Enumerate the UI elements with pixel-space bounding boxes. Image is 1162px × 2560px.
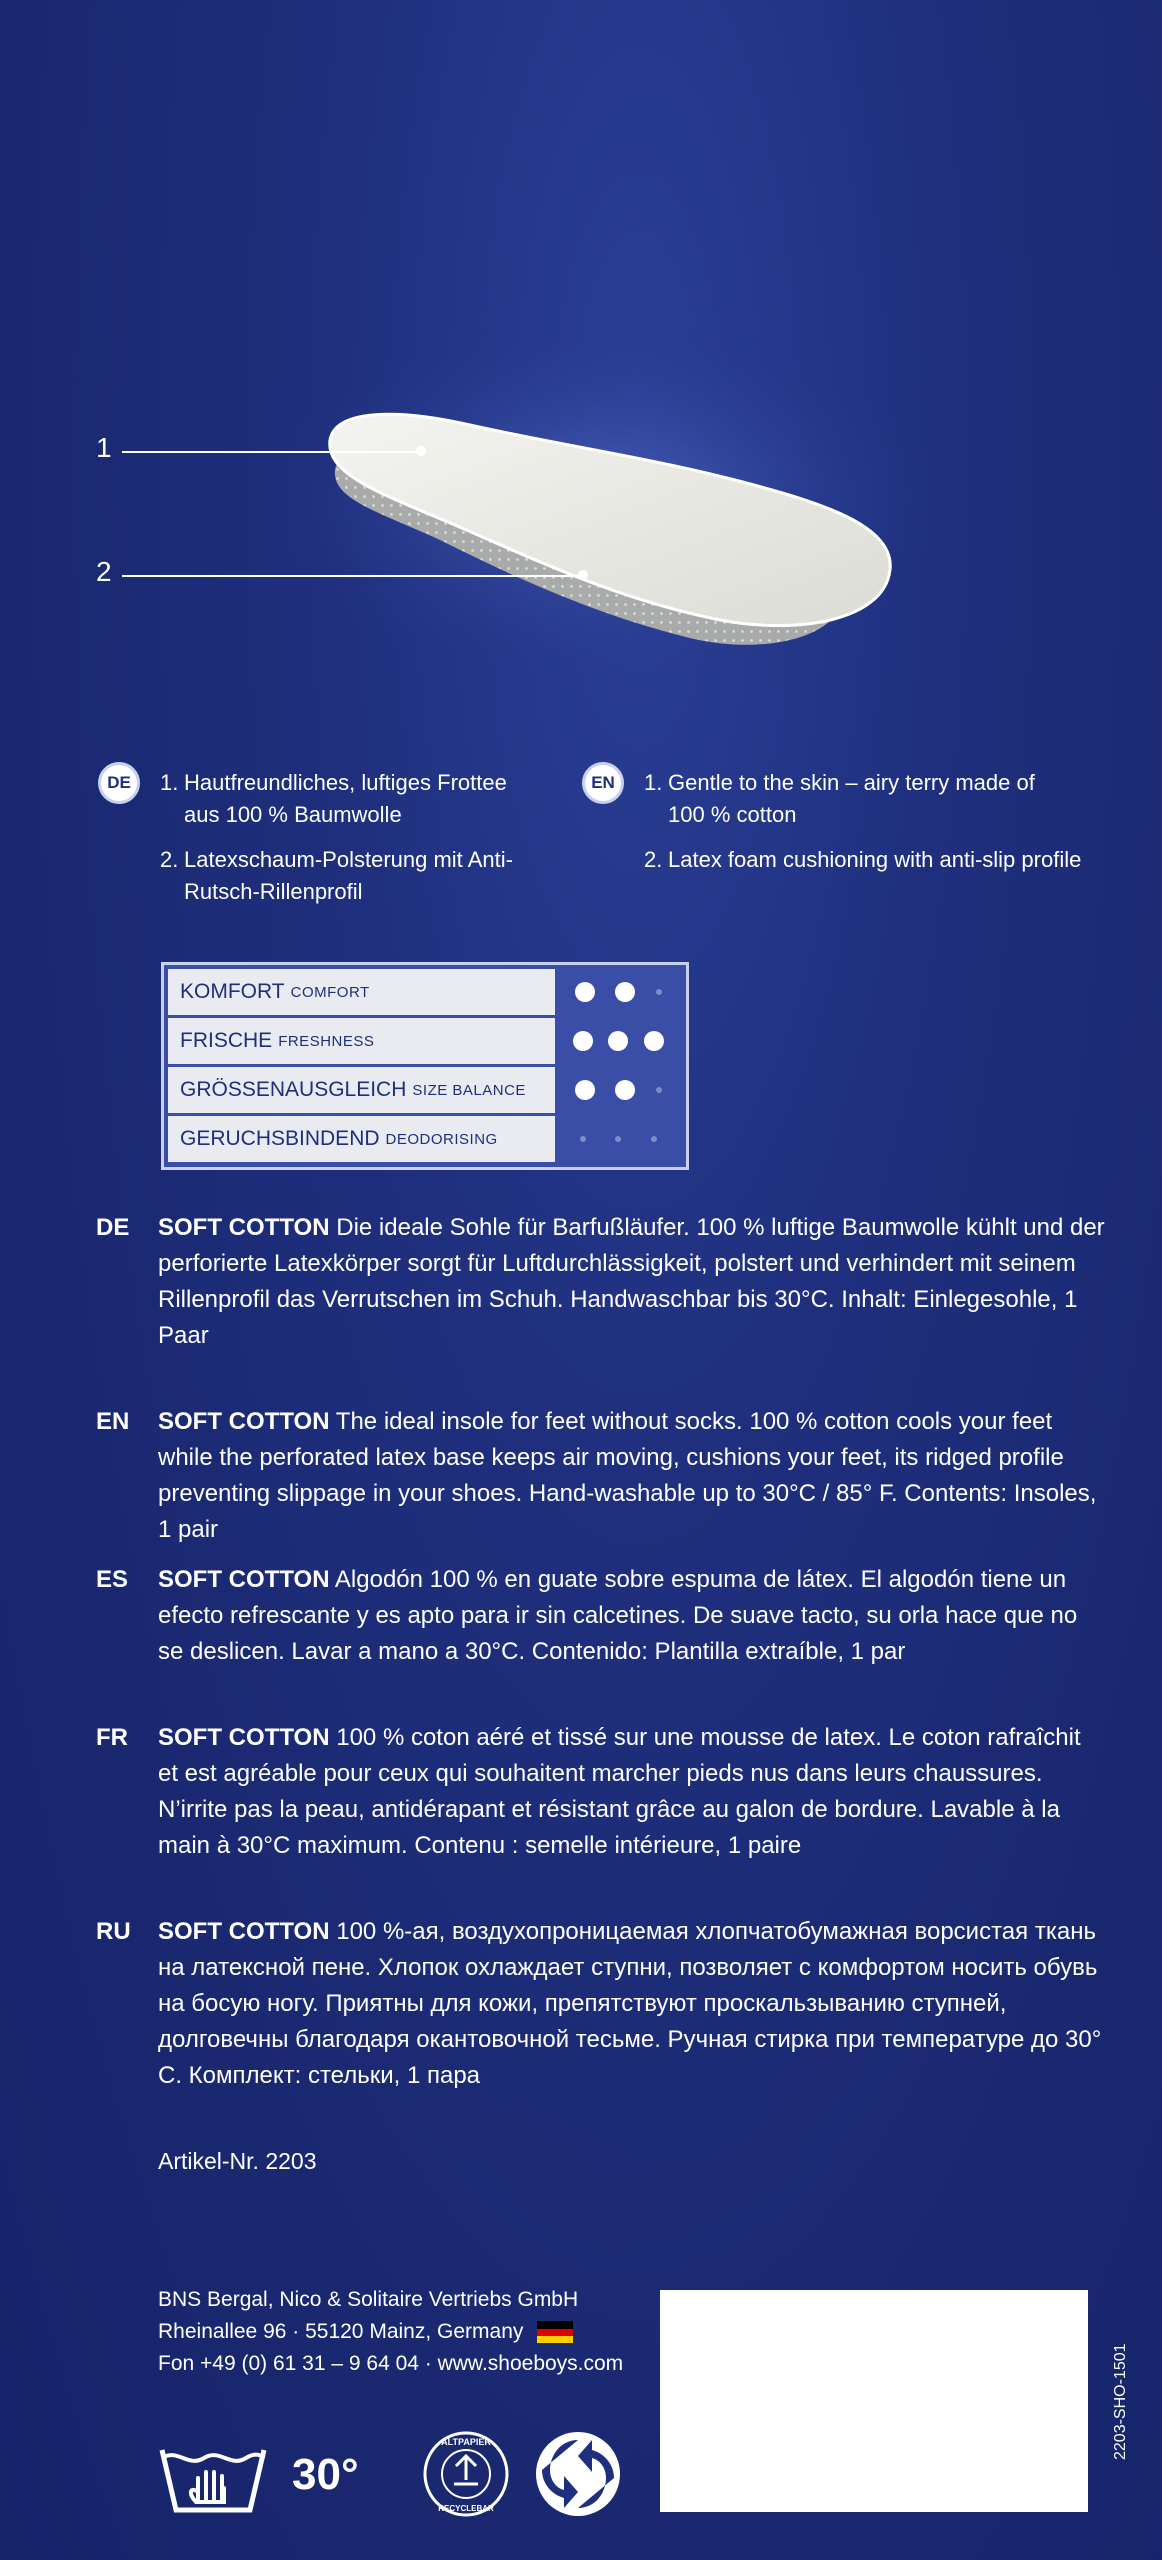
feature-list-en [644, 767, 1108, 889]
en-badge: EN [582, 762, 624, 804]
callout-1-number: 1 [96, 432, 112, 463]
company-address: Rheinallee 96 · 55120 Mainz, Germany [158, 2320, 524, 2343]
feature-item [160, 844, 544, 908]
green-dot-icon [534, 2430, 622, 2523]
rating-label [168, 1067, 555, 1113]
description-body [158, 1720, 1106, 1864]
description-body [158, 1562, 1106, 1670]
company-contact: Fon +49 (0) 61 31 – 9 64 04 · www.shoeboys.com [158, 2352, 624, 2375]
hand-wash-icon [158, 2440, 268, 2521]
rating-label [168, 1116, 555, 1162]
feature-list-de [160, 767, 544, 921]
recycle-label-bottom: RECYCLEBAR [438, 2504, 494, 2513]
callout-2-number: 2 [96, 556, 112, 587]
callout-2-line [122, 575, 582, 577]
german-flag-icon [537, 2321, 573, 2343]
insole-image [0, 330, 1162, 710]
feature-text: Hautfreundliches, luftiges Frottee aus 100 % Baumwolle [184, 770, 507, 827]
feature-item [160, 767, 544, 831]
product-name: SOFT COTTON [158, 1566, 330, 1593]
language-code: EN [96, 1408, 130, 1435]
rating-dot-filled [615, 982, 635, 1002]
rating-dots [555, 1018, 682, 1064]
description-es [96, 1562, 1106, 1670]
rating-dot-filled [608, 1031, 628, 1051]
rating-row [168, 1116, 682, 1162]
wash-temperature: 30° [292, 2450, 359, 2499]
article-number: Artikel-Nr. 2203 [158, 2148, 317, 2174]
rating-label-de: FRISCHE [180, 1029, 273, 1052]
language-code: FR [96, 1724, 128, 1751]
product-name: SOFT COTTON [158, 1214, 330, 1241]
description-en [96, 1404, 1106, 1548]
rating-dot-filled [644, 1031, 664, 1051]
product-name: SOFT COTTON [158, 1724, 330, 1751]
description-text: 100 %-ая, воздухопроницаемая хлопчатобумажная ворсистая ткань на латексной пене. Хлопок охлаждает ступни, позволяет с комфортом носить обувь на босую ногу. Приятны для кожи, препятствуют проскальзыванию ступней, долговечны благодаря окантовочной тесьме. Ручная стирка при температуре до 30° С. Комплект: стельки, 1 пара [158, 1918, 1102, 2089]
feature-item [644, 844, 1108, 876]
rating-label-de: GERUCHSBINDEND [180, 1127, 380, 1150]
feature-number: 2. [644, 847, 663, 872]
language-code: DE [96, 1214, 130, 1241]
description-text: Die ideale Sohle für Barfußläufer. 100 % luftige Baumwolle kühlt und der perforierte Latexkörper sorgt für Luftdurchlässigkeit, polstert und verhindert mit seinem Rillenprofil das Verrutschen im Schuh. Handwaschbar bis 30°C. Inhalt: Einlegesohle, 1 Paar [158, 1214, 1105, 1349]
rating-dot-filled [573, 1031, 593, 1051]
rating-row [168, 1018, 682, 1064]
callout-1-dot [416, 446, 426, 456]
feature-text: Latex foam cushioning with anti-slip profile [668, 847, 1082, 872]
callout-1-line [122, 451, 420, 453]
rating-label [168, 1018, 555, 1064]
de-badge: DE [98, 762, 140, 804]
rating-dot-filled [575, 1080, 595, 1100]
recycle-paper-icon [422, 2430, 510, 2523]
product-name: SOFT COTTON [158, 1918, 330, 1945]
label-area [660, 2290, 1088, 2512]
product-code: 2203-SHO-1501 [1112, 2343, 1129, 2460]
rating-dots [555, 1116, 682, 1162]
rating-label [168, 969, 555, 1015]
description-body [158, 1914, 1106, 2094]
company-address-line [158, 2316, 623, 2348]
feature-text: Gentle to the skin – airy terry made of 100 % cotton [668, 770, 1035, 827]
insole-illustration [0, 330, 1162, 710]
rating-table [161, 962, 689, 1170]
rating-label-en: COMFORT [290, 983, 370, 1001]
rating-dot-empty [615, 1136, 621, 1142]
description-fr [96, 1720, 1106, 1864]
description-ru [96, 1914, 1106, 2094]
rating-dots [555, 969, 682, 1015]
description-text: Algodón 100 % en guate sobre espuma de látex. El algodón tiene un efecto refrescante y es apto para ir sin calcetines. De suave tacto, su orla hace que no se deslicen. Lavar a mano a 30°C. Contenido: Plantilla extraíble, 1 par [158, 1566, 1078, 1665]
rating-dots [555, 1067, 682, 1113]
company-name: BNS Bergal, Nico & Solitaire Vertriebs GmbH [158, 2288, 579, 2311]
rating-dot-empty [656, 989, 662, 995]
feature-number: 1. [160, 770, 179, 795]
description-text: The ideal insole for feet without socks. 100 % cotton cools your feet while the perforated latex base keeps air moving, cushions your feet, its ridged profile preventing slippage in your shoes. Hand-washable up to 30°C / 85° F. Contents: Insoles, 1 pair [158, 1408, 1097, 1543]
rating-dot-empty [580, 1136, 586, 1142]
feature-number: 2. [160, 847, 179, 872]
language-code: ES [96, 1566, 129, 1593]
feature-number: 1. [644, 770, 663, 795]
product-name: SOFT COTTON [158, 1408, 330, 1435]
description-text: 100 % coton aéré et tissé sur une mousse de latex. Le coton rafraîchit et est agréable pour ceux qui souhaitent marcher pieds nus dans leurs chaussures. N’irrite pas la peau, antidérapant et résistant grâce au galon de bordure. Lavable à la main à 30°C maximum. Contenu : semelle intérieure, 1 paire [158, 1724, 1081, 1859]
language-code: RU [96, 1918, 131, 1945]
recycle-label-top: ALTPAPIER [441, 2437, 491, 2447]
rating-dot-filled [575, 982, 595, 1002]
rating-label-en: FRESHNESS [278, 1032, 375, 1050]
rating-label-en: DEODORISING [385, 1130, 498, 1148]
rating-dot-filled [615, 1080, 635, 1100]
description-body [158, 1404, 1106, 1548]
description-de [96, 1210, 1106, 1354]
feature-item [644, 767, 1108, 831]
rating-row [168, 1067, 682, 1113]
rating-dot-empty [656, 1087, 662, 1093]
feature-text: Latexschaum-Polsterung mit Anti-Rutsch-Rillenprofil [184, 847, 513, 904]
rating-row [168, 969, 682, 1015]
rating-label-en: SIZE BALANCE [412, 1081, 526, 1099]
description-body [158, 1210, 1106, 1354]
callout-2-dot [578, 570, 588, 580]
company-info [158, 2284, 623, 2380]
rating-label-de: KOMFORT [180, 980, 285, 1003]
rating-dot-empty [651, 1136, 657, 1142]
rating-label-de: GRÖSSENAUSGLEICH [180, 1078, 407, 1101]
